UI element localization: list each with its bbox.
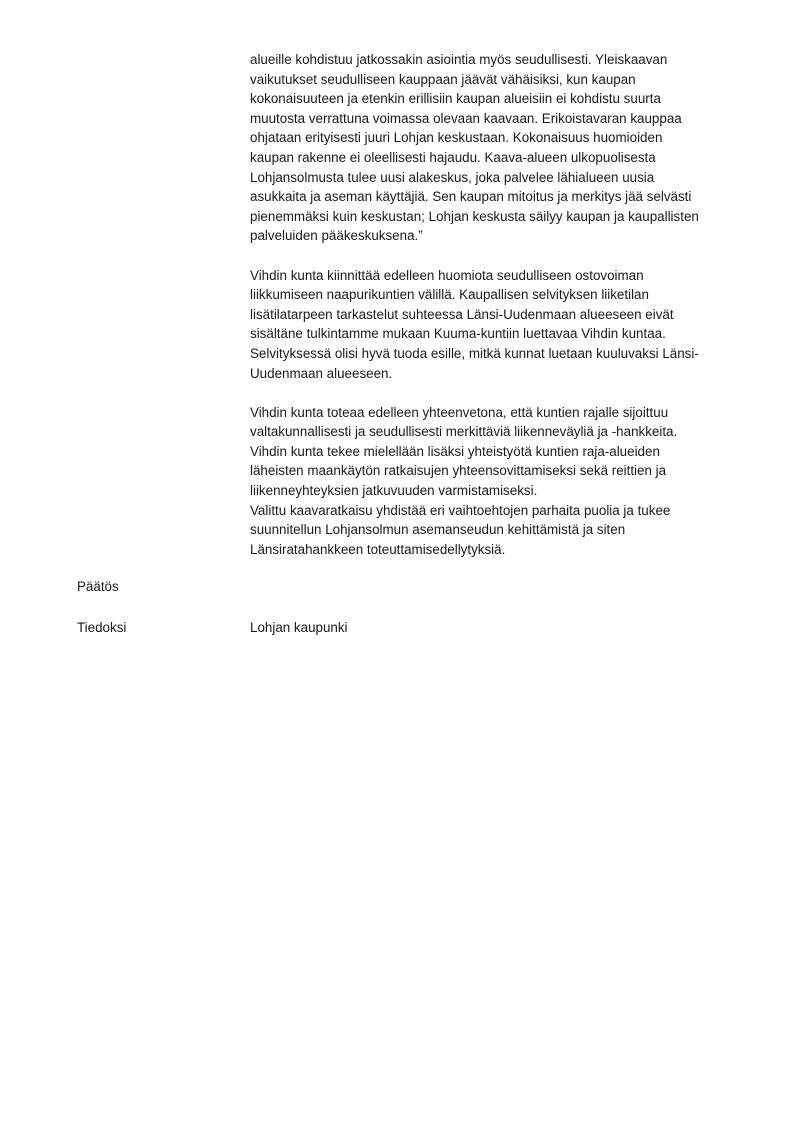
text-line: kaupan rakenne ei oleellisesti hajaudu. Kaava-alueen ulkopuolisesta	[250, 149, 656, 165]
text-line: Vihdin kunta toteaa edelleen yhteenvetona, että kuntien rajalle sijoittuu	[250, 404, 669, 420]
text-line: Vihdin kunta kiinnittää edelleen huomiota seudulliseen ostovoiman	[250, 267, 644, 283]
text-line: lisätilatarpeen tarkastelut suhteessa Länsi-Uudenmaan alueeseen eivät	[250, 306, 674, 322]
text-line: Selvityksessä olisi hyvä tuoda esille, mitkä kunnat luetaan kuuluvaksi Länsi-	[250, 345, 699, 361]
text-line: Länsiratahankkeen toteuttamisedellytyksiä.	[250, 541, 506, 557]
text-line: asukkaita ja aseman käyttäjiä. Sen kaupan mitoitus ja merkitys jää selvästi	[250, 189, 692, 205]
text-line: sisältäne tulkintamme mukaan Kuuma-kuntiin luettavaa Vihdin kuntaa.	[250, 326, 666, 342]
text-line: liikkumiseen naapurikuntien välillä. Kaupallisen selvityksen liiketilan	[250, 287, 649, 303]
text-line: valtakunnallisesti ja seudullisesti merkittäviä liikenneväyliä ja -hankkeita.	[250, 424, 678, 440]
text-line: muutosta verrattuna voimassa olevaan kaavaan. Erikoistavaran kauppaa	[250, 110, 682, 126]
info-label: Tiedoksi	[77, 620, 127, 635]
text-line: Uudenmaan alueeseen.	[250, 365, 393, 381]
text-line: suunnitellun Lohjansolmun asemanseudun kehittämistä ja siten	[250, 522, 626, 538]
info-recipient: Lohjan kaupunki	[250, 620, 348, 635]
text-line: alueille kohdistuu jatkossakin asiointia myös seudullisesti. Yleiskaavan	[250, 52, 668, 67]
text-line: läheisten maankäytön ratkaisujen yhteensovittamiseksi sekä reittien ja	[250, 463, 667, 479]
paragraph-spacer	[250, 383, 750, 403]
text-line: ohjataan erityisesti juuri Lohjan keskustaan. Kokonaisuus huomioiden	[250, 130, 663, 146]
text-line: liikenneyhteyksien jatkuvuuden varmistamiseksi.	[250, 483, 538, 499]
text-line: Vihdin kunta tekee mielellään lisäksi yhteistyötä kuntien raja-alueiden	[250, 443, 660, 459]
statement-body	[250, 50, 750, 559]
paragraph-spacer	[250, 246, 750, 266]
paragraph-summary	[250, 403, 750, 560]
text-line: palveluiden pääkeskuksena.”	[250, 228, 423, 244]
decision-label: Päätös	[77, 579, 119, 594]
text-line: Lohjansolmusta tulee uusi alakeskus, joka palvelee lähialueen uusia	[250, 169, 655, 185]
text-line: Valittu kaavaratkaisu yhdistää eri vaihtoehtojen parhaita puolia ja tukee	[250, 502, 671, 518]
paragraph-trade-impact	[250, 50, 750, 246]
text-line: pienemmäksi kuin keskustan; Lohjan keskusta säilyy kaupan ja kaupallisten	[250, 208, 699, 224]
paragraph-purchasing-power	[250, 266, 750, 384]
text-line: vaikutukset seudulliseen kauppaan jäävät vähäisiksi, kun kaupan	[250, 71, 636, 87]
text-line: kokonaisuuteen ja etenkin erillisiin kaupan alueisiin ei kohdistu suurta	[250, 91, 661, 107]
